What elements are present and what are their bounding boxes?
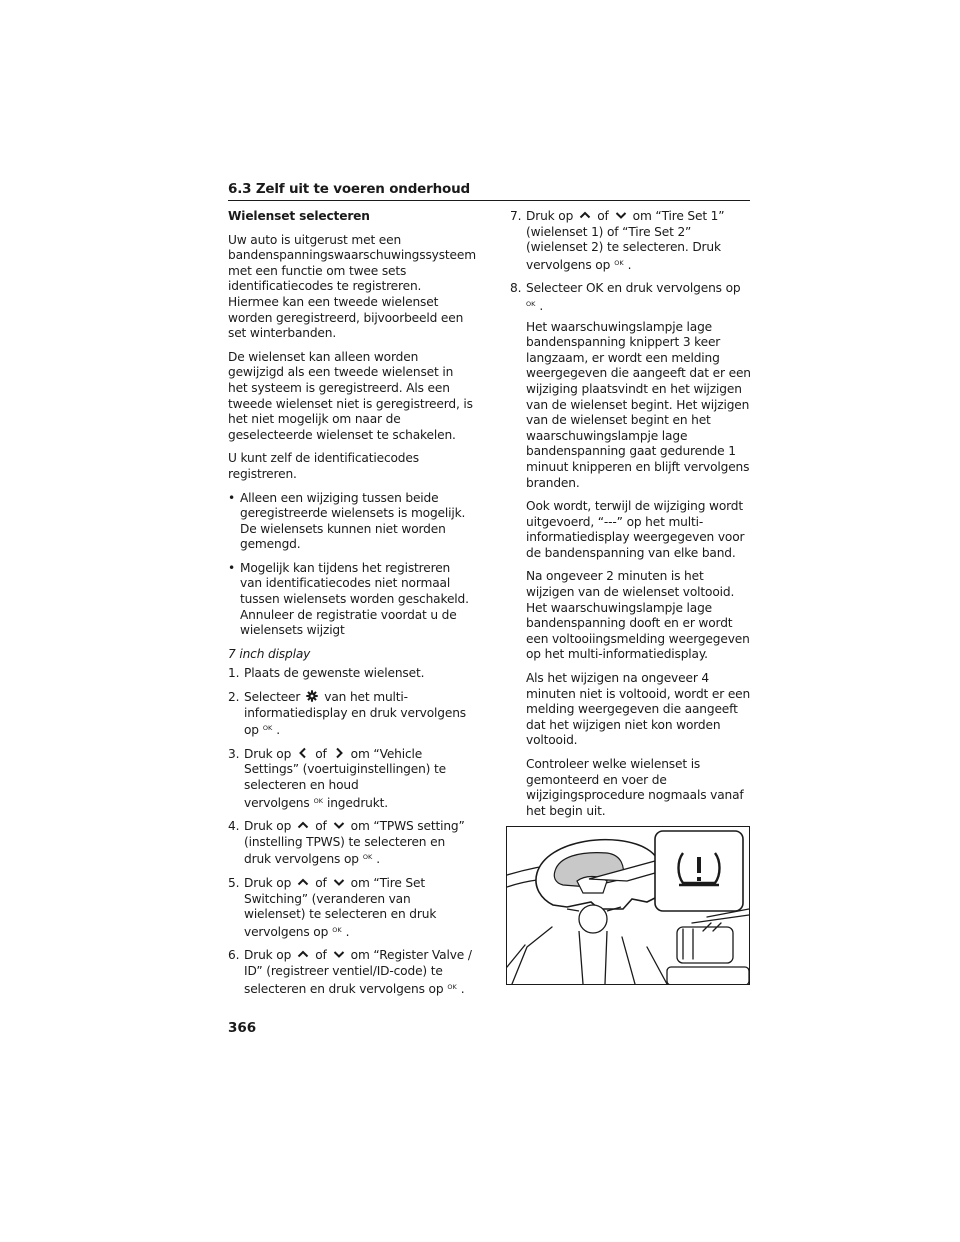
- ok-icon: OK: [262, 724, 273, 733]
- dashboard-illustration: [506, 826, 750, 985]
- result-paragraph: Controleer welke wielenset is gemonteerd en voer de wijzigingsprocedure nogmaals vanaf het begin uit.: [526, 757, 744, 818]
- step-text: Druk op: [244, 875, 292, 890]
- step-4: [228, 819, 474, 868]
- chevron-up-icon: [297, 948, 309, 960]
- chevron-down-icon: [333, 948, 345, 960]
- paragraph-condition: De wielenset kan alleen worden gewijzigd als een tweede wielenset in het systeem is geregistreerd. Als een tweede wielenset niet is geregistreerd, is het niet mogelijk om naar de geselecteerde wielenset te schakelen.: [228, 349, 473, 442]
- heading-wielenset-selecteren: Wielenset selecteren: [228, 209, 370, 223]
- result-paragraph: Na ongeveer 2 minuten is het wijzigen van de wielenset voltooid. Het waarschuwingslampje lage bandenspanning dooft en er wordt een voltooiingsmelding weergegeven op het multi-informatiedisplay.: [526, 569, 750, 662]
- chevron-down-icon: [333, 819, 345, 831]
- step-6: [228, 948, 474, 997]
- dashboard-drawing: [507, 827, 749, 984]
- step-text: Druk op: [244, 948, 292, 963]
- word-of: of: [315, 746, 327, 761]
- step-number: 1.: [228, 666, 240, 681]
- bullet-symbol: •: [228, 560, 236, 575]
- step-number: 4.: [228, 819, 240, 834]
- step-text: .: [627, 257, 632, 272]
- step-1: [228, 666, 474, 682]
- step-3: [228, 747, 474, 811]
- right-column: [510, 209, 753, 827]
- chevron-up-icon: [297, 819, 309, 831]
- step-text: .: [345, 924, 350, 939]
- step-text: ingedrukt.: [326, 795, 389, 810]
- step-number: 3.: [228, 746, 240, 761]
- word-of: of: [315, 819, 327, 834]
- paragraph-intro: Uw auto is uitgerust met een bandenspanningswaarschuwingssysteem met een functie om twee sets identificatiecodes te registreren. Hiermee kan een tweede wielenset worden geregistreerd, bijvoorbeeld een set winterbanden.: [228, 232, 476, 341]
- step-text: .: [276, 723, 281, 738]
- step-text: om “Register Valve / ID” (registreer ventiel/ID-code) te selecteren en druk vervolgens op: [244, 948, 472, 996]
- step-text: om “Tire Set Switching” (veranderen van wielenset) te selecteren en druk vervolgens op: [244, 875, 437, 939]
- step-number: 2.: [228, 690, 240, 705]
- step-8: [510, 281, 753, 314]
- step-text: om “Vehicle Settings” (voertuiginstellingen) te selecteren en houd vervolgens: [244, 746, 446, 810]
- bullet-item: [228, 561, 474, 639]
- chevron-up-icon: [579, 209, 591, 221]
- step-text: .: [539, 298, 544, 313]
- step-text: .: [460, 981, 465, 996]
- result-paragraph: Het waarschuwingslampje lage bandenspanning knippert 3 keer langzaam, er wordt een melding weergegeven die aangeeft dat er een wijziging plaatsvindt en het wijzigen van de wielenset begint. Het wijzigen van de wielenset begint en het waarschuwingslampje lage bandenspanning gaat gedurende 1 minuut knipperen en blijft vervolgens branden.: [526, 319, 751, 490]
- step-number: 8.: [510, 281, 522, 296]
- result-paragraph: Ook wordt, terwijl de wijziging wordt uitgevoerd, “---” op het multi-informatiedisplay weergegeven voor de bandenspanning van elke band.: [526, 499, 745, 560]
- ok-icon: OK: [332, 925, 342, 934]
- step-number: 5.: [228, 875, 240, 890]
- chevron-left-icon: [297, 747, 309, 759]
- ok-icon: OK: [362, 853, 373, 862]
- step-text: van het multi-informatiedisplay en druk vervolgens op: [244, 690, 466, 738]
- word-of: of: [315, 948, 327, 963]
- ok-icon: OK: [447, 982, 457, 991]
- word-of: of: [597, 209, 609, 223]
- step-text: .: [376, 852, 380, 867]
- ok-icon: OK: [526, 299, 536, 308]
- step-text: om “TPWS setting” (instelling TPWS) te selecteren en druk vervolgens op: [244, 819, 465, 867]
- step-text: Selecteer OK en druk vervolgens op: [526, 281, 741, 296]
- section-header: [228, 178, 750, 201]
- page-number: 366: [228, 1020, 257, 1036]
- step-number: 7.: [510, 209, 522, 223]
- bullet-symbol: •: [228, 490, 236, 505]
- result-paragraph: Als het wijzigen na ongeveer 4 minuten niet is voltooid, wordt er een melding weergegeven die aangeeft dat het wijzigen niet kon worden voltooid.: [526, 671, 751, 748]
- step-7: [510, 209, 753, 273]
- step-text: Druk op: [526, 209, 574, 223]
- bullet-text: Mogelijk kan tijdens het registreren van identificatiecodes niet normaal tussen wielensets worden geschakeld. Annuleer de registratie voordat u de wielensets wijzigt: [240, 560, 469, 638]
- step-5: [228, 876, 474, 940]
- ok-icon: OK: [614, 258, 624, 267]
- chevron-down-icon: [333, 876, 345, 888]
- step-text: Druk op: [244, 819, 292, 834]
- step-text: Druk op: [244, 746, 292, 761]
- ok-icon: OK: [313, 796, 323, 805]
- subheading-7-inch-display: 7 inch display: [228, 646, 311, 661]
- step-2: [228, 690, 474, 739]
- left-column: [228, 209, 474, 1005]
- section-title: 6.3 Zelf uit te voeren onderhoud: [228, 181, 470, 197]
- word-of: of: [315, 875, 327, 890]
- chevron-up-icon: [297, 876, 309, 888]
- paragraph-register: U kunt zelf de identificatiecodes registreren.: [228, 451, 419, 481]
- chevron-down-icon: [615, 209, 627, 221]
- chevron-right-icon: [333, 747, 345, 759]
- settings-gear-icon: [306, 690, 318, 702]
- step-text: Plaats de gewenste wielenset.: [244, 666, 425, 681]
- step-number: 6.: [228, 948, 240, 963]
- step-text: Selecteer: [244, 690, 301, 705]
- bullet-item: [228, 491, 474, 553]
- bullet-text: Alleen een wijziging tussen beide geregistreerde wielensets is mogelijk. De wielensets kunnen niet worden gemengd.: [240, 490, 466, 552]
- step-text: om “Tire Set 1” (wielenset 1) of “Tire Set 2” (wielenset 2) te selecteren. Druk vervolgens op: [526, 209, 725, 272]
